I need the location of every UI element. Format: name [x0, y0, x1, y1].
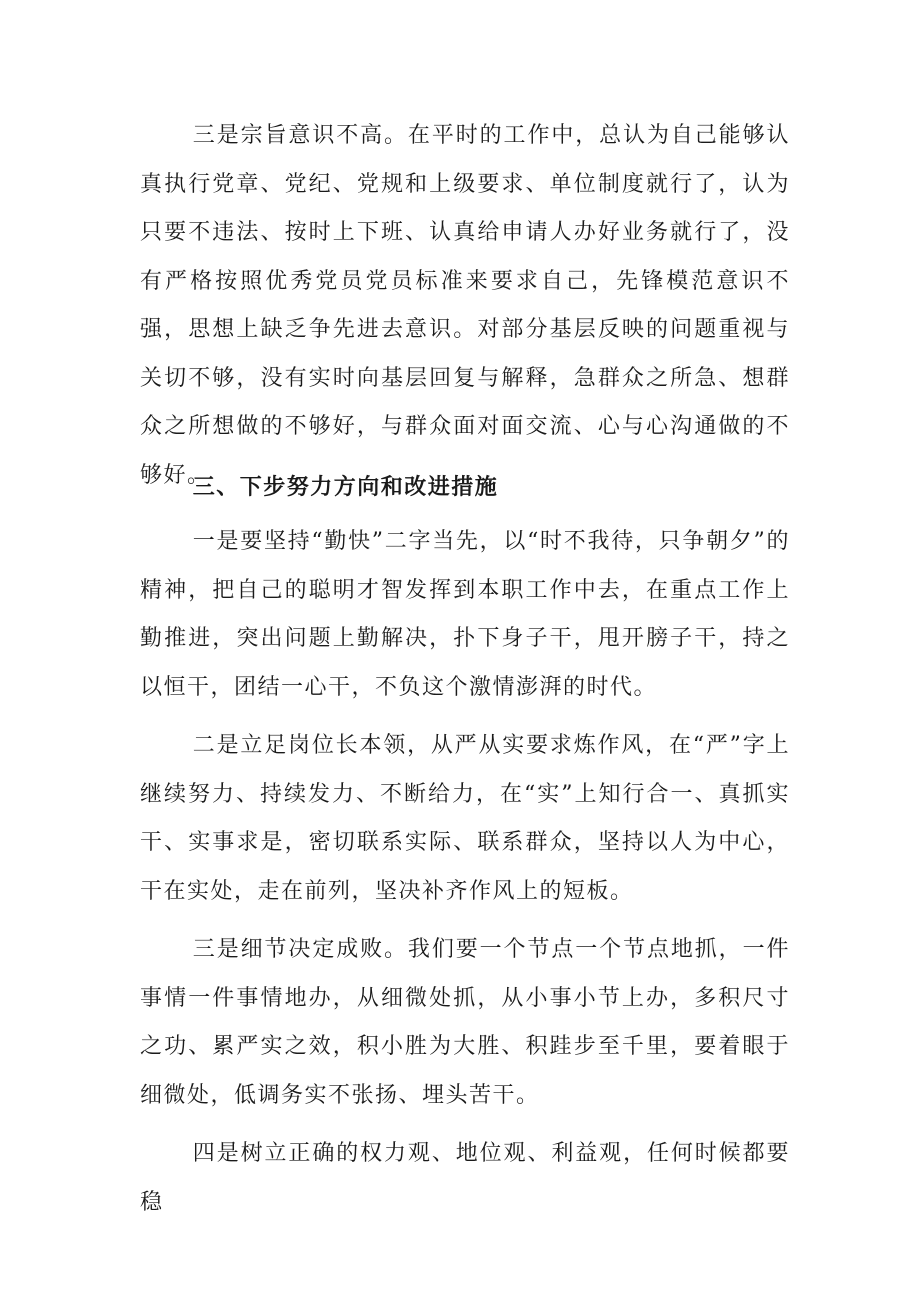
paragraph-values: 四是树立正确的权力观、地位观、利益观，任何时候都要稳: [140, 1141, 790, 1215]
section-heading-improvement-measures: 三、下步努力方向和改进措施: [192, 475, 499, 500]
paragraph-work-style: 二是立足岗位长本领，从严从实要求炼作风，在“严”字上继续努力、持续发力、不断给力，在“实”上知行合一、真抓实干、实事求是，密切联系实际、联系群众，坚持以人为中心，干在实处，走在前列，坚决补齐作风上的短板。: [140, 733, 790, 904]
paragraph-details: 三是细节决定成败。我们要一个节点一个节点地抓，一件事情一件事情地办，从细微处抓，从小事小节上办，多积尺寸之功、累严实之效，积小胜为大胜、积跬步至千里，要着眼于细微处，低调务实不张扬、埋头苦干。: [140, 937, 790, 1108]
paragraph-purpose-awareness: 三是宗旨意识不高。在平时的工作中，总认为自己能够认真执行党章、党纪、党规和上级要求、单位制度就行了，认为只要不违法、按时上下班、认真给申请人办好业务就行了，没有严格按照优秀党员党员标准来要求自己，先锋模范意识不强，思想上缺乏争先进去意识。对部分基层反映的问题重视与关切不够，没有实时向基层回复与解释，急群众之所急、想群众之所想做的不够好，与群众面对面交流、心与心沟通做的不够好。: [140, 123, 790, 488]
paragraph-diligence: 一是要坚持“勤快”二字当先，以“时不我待，只争朝夕”的精神，把自己的聪明才智发挥到本职工作中去，在重点工作上勤推进，突出问题上勤解决，扑下身子干，甩开膀子干，持之以恒干，团结一心干，不负这个激情澎湃的时代。: [140, 529, 790, 700]
